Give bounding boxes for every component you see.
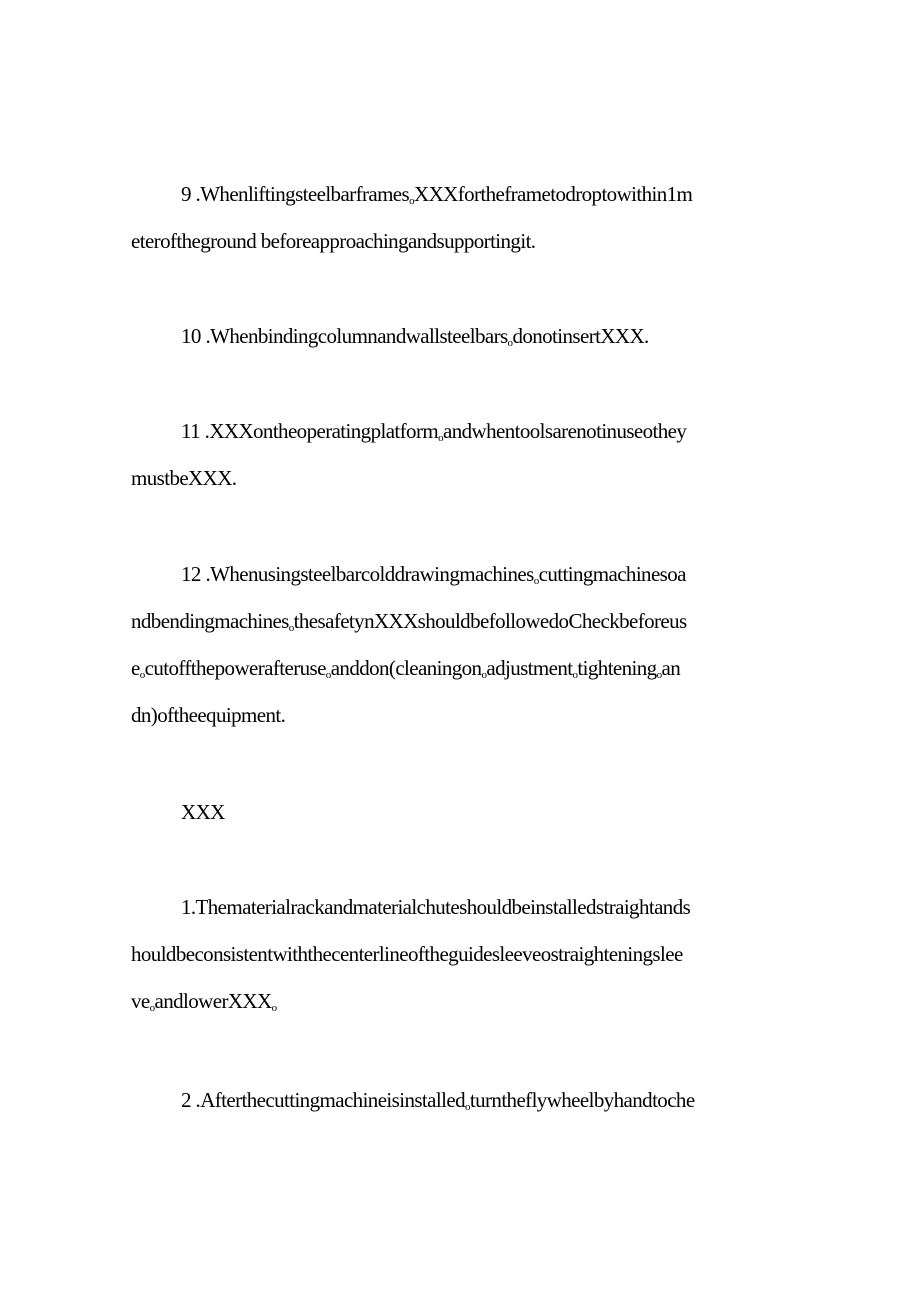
paragraph-item-12 xyxy=(131,551,796,739)
paragraph-item-10 xyxy=(131,313,796,360)
paragraph-item-9 xyxy=(131,171,796,265)
text-line: 1.Thematerialrackandmaterialchuteshouldbeinstalledstraightands xyxy=(181,895,691,919)
text-line: XXX xyxy=(181,800,225,824)
text-line: 2 .Afterthecuttingmachineisinstalled$_o$turntheflywheelbyhandtoche xyxy=(181,1088,695,1113)
text-line: eteroftheground beforeapproachingandsupportingit. xyxy=(131,229,536,253)
section-heading xyxy=(131,789,796,836)
text-line: 11 .XXXontheoperatingplatform$_o$andwhentoolsarenotinuseothey xyxy=(181,419,687,444)
text-line: houldbeconsistentwiththecenterlineoftheguidesleeveostraighteningslee xyxy=(131,942,683,966)
text-line: 10 .Whenbindingcolumnandwallsteelbars$_o$donotinsertXXX. xyxy=(181,324,649,349)
text-line: 9 .Whenliftingsteelbarframes$_o$XXXfortheframetodroptowithin1m xyxy=(181,182,693,207)
text-line: $ve_oandlowerXXX_o$ xyxy=(131,989,277,1014)
text-line: $e_ocutoffthepowerafteruse_oanddon(cleaningon_oadjustment_otightening_oan$ xyxy=(131,656,681,681)
paragraph-item-11 xyxy=(131,408,796,502)
text-line: ndbendingmachines$_o$thesafetynXXXshouldbefollowedoCheckbeforeus xyxy=(131,609,687,634)
text-line: 12 .Whenusingsteelbarcolddrawingmachines$_o$cuttingmachinesoa xyxy=(181,562,686,587)
text-line: dn)oftheequipment. xyxy=(131,703,286,727)
paragraph-item-2 xyxy=(131,1077,796,1124)
paragraph-item-1 xyxy=(131,884,796,1025)
text-line: mustbeXXX. xyxy=(131,466,237,490)
